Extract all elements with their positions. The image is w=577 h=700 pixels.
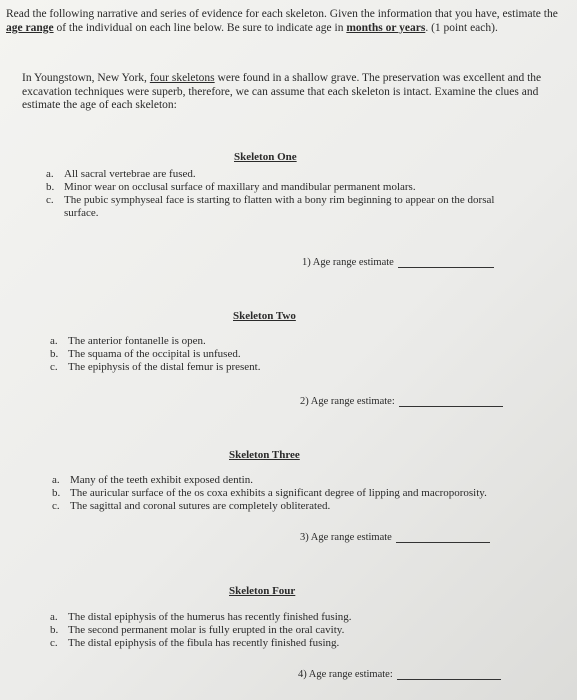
list-item: c. The pubic symphyseal face is starting to flatten with a bony rim beginning to appear on the dorsal surface. [46, 194, 495, 219]
skeleton-two-heading: Skeleton Two [233, 310, 296, 322]
skeleton-three-clues [52, 474, 542, 513]
answer-3-line[interactable] [396, 532, 490, 543]
narrative [22, 72, 542, 113]
answer-2-line[interactable] [399, 396, 503, 407]
skeleton-three-heading: Skeleton Three [229, 449, 300, 461]
skeleton-one-clues [46, 168, 516, 220]
instructions-text: of the individual on each line below. Be sure to indicate age in [53, 21, 347, 34]
answer-label: 2) Age range estimate: [300, 396, 395, 407]
list-item: c. The sagittal and coronal sutures are completely obliterated. [52, 500, 331, 512]
list-item: c. The distal epiphysis of the fibula has recently finished fusing. [50, 637, 340, 649]
list-item: a. All sacral vertebrae are fused. [46, 168, 196, 180]
answer-1 [302, 257, 494, 268]
narrative-text: In Youngstown, New York, [22, 72, 150, 84]
list-item: b. Minor wear on occlusal surface of maxillary and mandibular permanent molars. [46, 181, 416, 193]
instructions-text: Read the following narrative and series of evidence for each skeleton. Given the information that you have, estimate the [6, 8, 558, 20]
answer-2 [300, 396, 503, 407]
list-item: b. The auricular surface of the os coxa exhibits a significant degree of lipping and macroporosity. [52, 487, 487, 499]
skeleton-four-clues [50, 611, 510, 650]
narrative-text: were found in a shallow grave. The preservation was excellent and the excavation techniques were superb, therefore, we can assume that each skeleton is intact. Examine the clues and estimate the age of each skeleton: [22, 72, 542, 111]
answer-label: 4) Age range estimate: [298, 669, 393, 680]
skeleton-one-heading: Skeleton One [234, 151, 297, 163]
answer-label: 3) Age range estimate [300, 532, 392, 543]
answer-4 [298, 669, 501, 680]
emphasis-age-range: age range [6, 21, 54, 34]
skeleton-two-clues [50, 335, 510, 374]
list-item: a. The anterior fontanelle is open. [50, 335, 206, 347]
instructions-text: . (1 point each). [425, 21, 498, 34]
answer-3 [300, 532, 490, 543]
answer-4-line[interactable] [397, 669, 501, 680]
list-item: b. The second permanent molar is fully erupted in the oral cavity. [50, 624, 345, 636]
emphasis-four-skeletons: four skeletons [149, 72, 215, 84]
instructions [6, 8, 566, 35]
list-item: a. The distal epiphysis of the humerus has recently finished fusing. [50, 611, 352, 623]
answer-label: 1) Age range estimate [302, 257, 394, 268]
skeleton-four-heading: Skeleton Four [229, 585, 296, 597]
list-item: b. The squama of the occipital is unfused. [50, 348, 241, 360]
answer-1-line[interactable] [398, 257, 494, 268]
list-item: c. The epiphysis of the distal femur is present. [50, 361, 261, 373]
list-item: a. Many of the teeth exhibit exposed dentin. [52, 474, 253, 486]
emphasis-months-years: months or years [346, 21, 426, 34]
